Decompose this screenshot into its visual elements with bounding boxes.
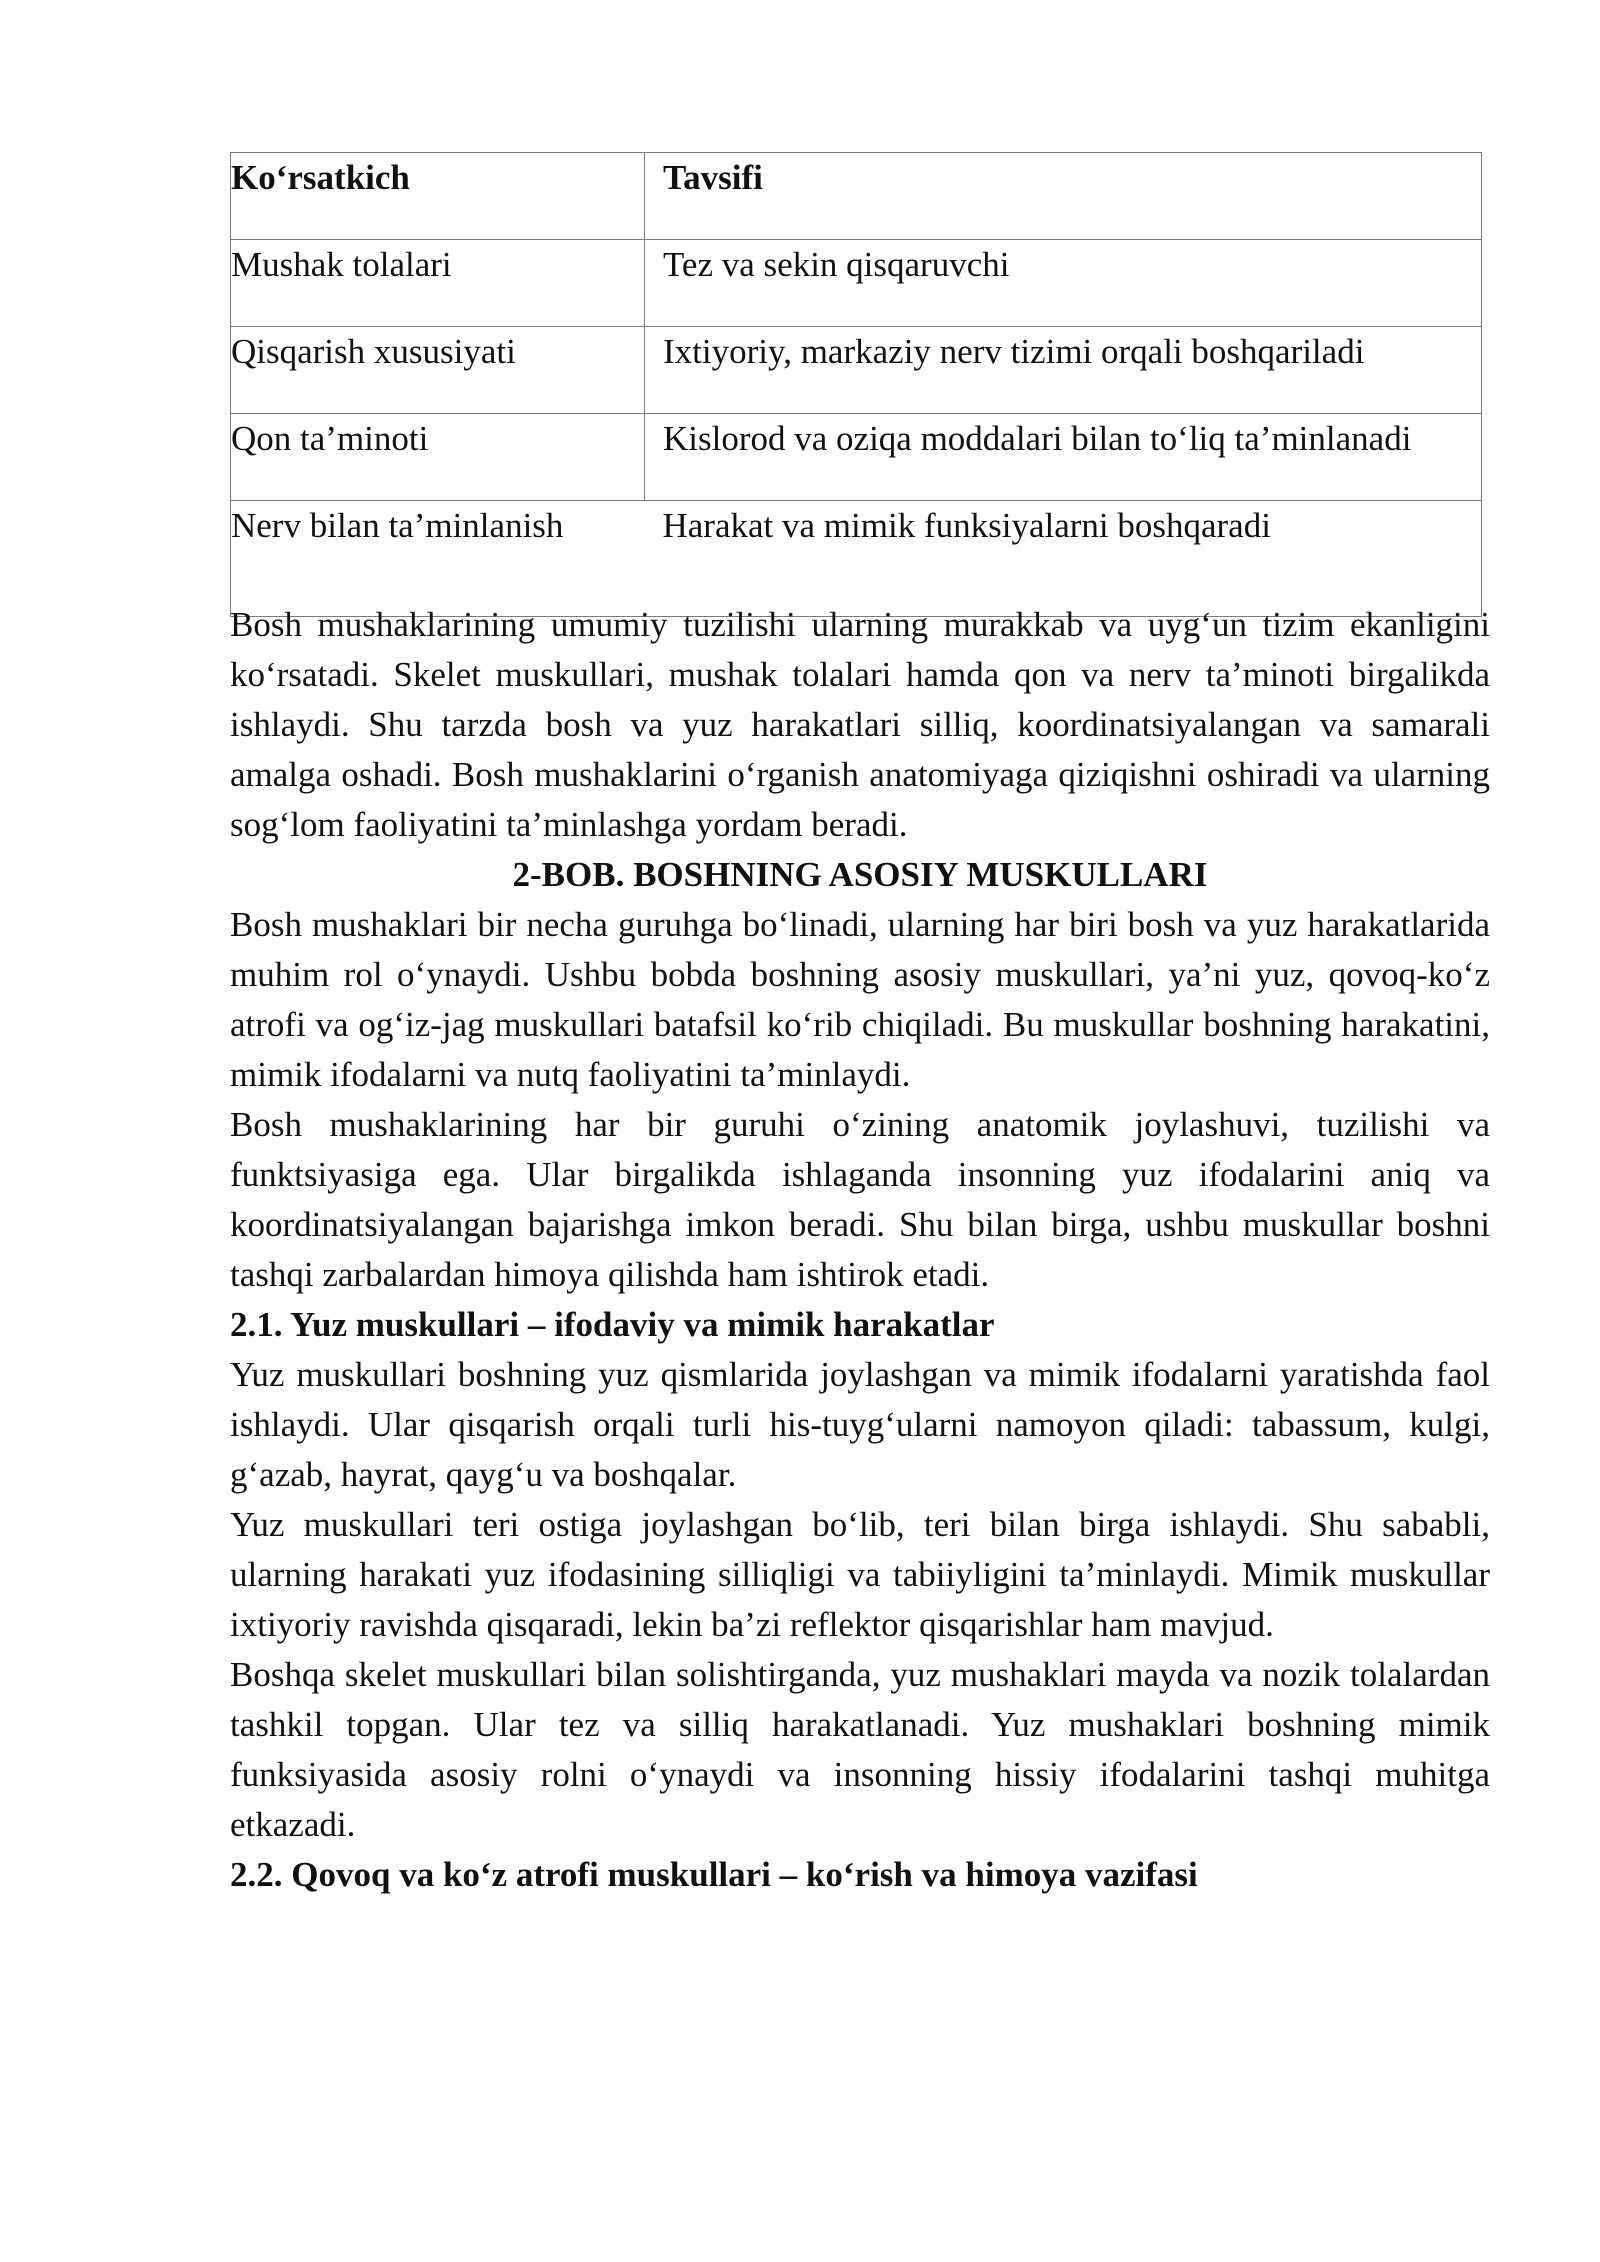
table-cell-description: Harakat va mimik funksiyalarni boshqaradi [645,501,1482,617]
table-header-description: Tavsifi [645,153,1482,240]
table-cell-description: Ixtiyoriy, markaziy nerv tizimi orqali boshqariladi [645,327,1482,414]
muscle-properties-table [230,152,1482,617]
table-cell-indicator: Nerv bilan ta’minlanish [231,501,645,617]
table-cell-indicator: Mushak tolalari [231,240,645,327]
section-title-face-muscles: 2.1. Yuz muskullari – ifodaviy va mimik harakatlar [230,1305,995,1344]
table-row [231,327,1482,414]
table-row [231,240,1482,327]
face-muscles-paragraph-2: Yuz muskullari teri ostiga joylashgan bo‘lib, teri bilan birga ishlaydi. Shu sababli, ularning harakati yuz ifodasining silliqligi va tabiiyligini ta’minlaydi. Mimik muskullar ixtiyoriy ravishda qisqaradi, lekin ba’zi reflektor qisqarishlar ham mavjud. [230,1505,1490,1644]
table-header-indicator: Ko‘rsatkich [231,153,645,240]
chapter-second-paragraph: Bosh mushaklarining har bir guruhi o‘zining anatomik joylashuvi, tuzilishi va funktsiyasiga ega. Ular birgalikda ishlaganda insonning yuz ifodalarini aniq va koordinatsiyalangan bajarishga imkon beradi. Shu bilan birga, ushbu muskullar boshni tashqi zarbalardan himoya qilishda ham ishtirok etadi. [230,1105,1490,1294]
face-muscles-paragraph-3: Boshqa skelet muskullari bilan solishtirganda, yuz mushaklari mayda va nozik tolalardan tashkil topgan. Ular tez va silliq harakatlanadi. Yuz mushaklari boshning mimik funksiyasida asosiy rolni o‘ynaydi va insonning hissiy ifodalarini tashqi muhitga etkazadi. [230,1655,1490,1844]
table-cell-indicator: Qon ta’minoti [231,414,645,501]
chapter-intro-paragraph: Bosh mushaklari bir necha guruhga bo‘linadi, ularning har biri bosh va yuz harakatlarida muhim rol o‘ynaydi. Ushbu bobda boshning asosiy muskullari, ya’ni yuz, qovoq-ko‘z atrofi va og‘iz-jag muskullari batafsil ko‘rib chiqiladi. Bu muskullar boshning harakatini, mimik ifodalarni va nutq faoliyatini ta’minlaydi. [230,905,1490,1094]
table-header-row [231,153,1482,240]
table-cell-description: Tez va sekin qisqaruvchi [645,240,1482,327]
table-row [231,414,1482,501]
summary-paragraph: Bosh mushaklarining umumiy tuzilishi ularning murakkab va uyg‘un tizim ekanligini ko‘rsatadi. Skelet muskullari, mushak tolalari hamda qon va nerv ta’minoti birgalikda ishlaydi. Shu tarzda bosh va yuz harakatlari silliq, koordinatsiyalangan va samarali amalga oshadi. Bosh mushaklarini o‘rganish anatomiyaga qiziqishni oshiradi va ularning sog‘lom faoliyatini ta’minlashga yordam beradi. [230,605,1490,844]
section-title-eyelid-muscles: 2.2. Qovoq va ko‘z atrofi muskullari – ko‘rish va himoya vazifasi [230,1855,1198,1894]
table-cell-indicator: Qisqarish xususiyati [231,327,645,414]
chapter-title: 2-BOB. BOSHNING ASOSIY MUSKULLARI [512,855,1208,894]
document-body [230,600,1490,1900]
face-muscles-paragraph-1: Yuz muskullari boshning yuz qismlarida joylashgan va mimik ifodalarni yaratishda faol ishlaydi. Ular qisqarish orqali turli his-tuyg‘ularni namoyon qiladi: tabassum, kulgi, g‘azab, hayrat, qayg‘u va boshqalar. [230,1355,1490,1494]
table-cell-description: Kislorod va oziqa moddalari bilan to‘liq ta’minlanadi [645,414,1482,501]
